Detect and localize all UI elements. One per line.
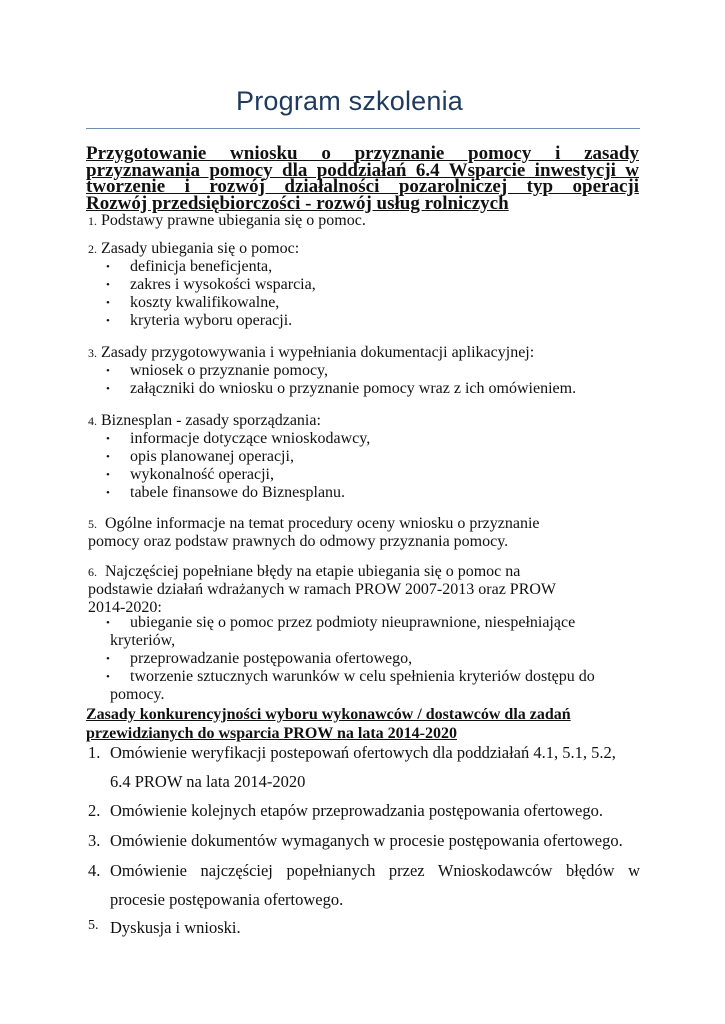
bullet-item: • ubieganie się o pomoc przez podmioty nieuprawnione, niespełniające — [108, 614, 575, 632]
list-item: 2. Zasady ubiegania się o pomoc: — [88, 240, 300, 257]
list-item: 4. Biznesplan - zasady sporządzania: — [88, 412, 321, 429]
heading1-line: tworzenie i rozwój działalności pozarolniczej typ operacji — [86, 176, 639, 197]
section-heading-1 — [86, 143, 639, 214]
bullet-item: • tworzenie sztucznych warunków w celu spełnienia kryteriów dostępu do — [108, 668, 595, 686]
bullet-item: • definicja beneficjenta, — [108, 258, 272, 276]
bullet-item: • informacje dotyczące wnioskodawcy, — [108, 430, 370, 448]
bullet-item: • przeprowadzanie postępowania ofertowego, — [108, 650, 412, 668]
bullet-item: • koszty kwalifikowalne, — [108, 294, 279, 312]
page-title: Program szkolenia — [236, 86, 463, 116]
heading1-line: Przygotowanie wniosku o przyznanie pomocy i zasady — [86, 143, 639, 164]
heading1-line: przyznawania pomocy dla poddziałań 6.4 Wsparcie inwestycji w — [86, 159, 639, 181]
bullet-item: • zakres i wysokości wsparcia, — [108, 276, 316, 294]
list-item: 3. Zasady przygotowywania i wypełniania dokumentacji aplikacyjnej: — [88, 344, 535, 361]
bullet-item: • wykonalność operacji, — [108, 466, 274, 484]
section-heading-2: Zasady konkurencyjności wyboru wykonawców / dostawców dla zadań przewidzianych do wsparcia PROW na lata 2014-2020 — [86, 706, 571, 742]
bullet-item: • kryteria wyboru operacji. — [108, 312, 292, 330]
bullet-continuation: pomocy. — [110, 686, 165, 703]
title-rule — [86, 128, 640, 129]
list-item: 5. Ogólne informacje na temat procedury oceny wniosku o przyznanie pomocy oraz podstaw prawnych do odmowy przyznania pomocy. — [88, 515, 540, 550]
heading1-line: Rozwój przedsiębiorczości - rozwój usług rolniczych — [86, 192, 509, 214]
list-item: 6. Najczęściej popełniane błędy na etapie ubiegania się o pomoc na podstawie działań wdrażanych w ramach PROW 2007-2013 oraz PROW 2014-2020: — [88, 563, 557, 616]
list-item: 1. Podstawy prawne ubiegania się o pomoc. — [88, 212, 366, 229]
bullet-item: • tabele finansowe do Biznesplanu. — [108, 484, 345, 502]
bullet-continuation: kryteriów, — [110, 632, 176, 649]
bullet-item: • załączniki do wniosku o przyznanie pomocy wraz z ich omówieniem. — [108, 380, 576, 398]
bullet-item: • wniosek o przyznanie pomocy, — [108, 362, 328, 380]
bullet-item: • opis planowanej operacji, — [108, 448, 294, 466]
